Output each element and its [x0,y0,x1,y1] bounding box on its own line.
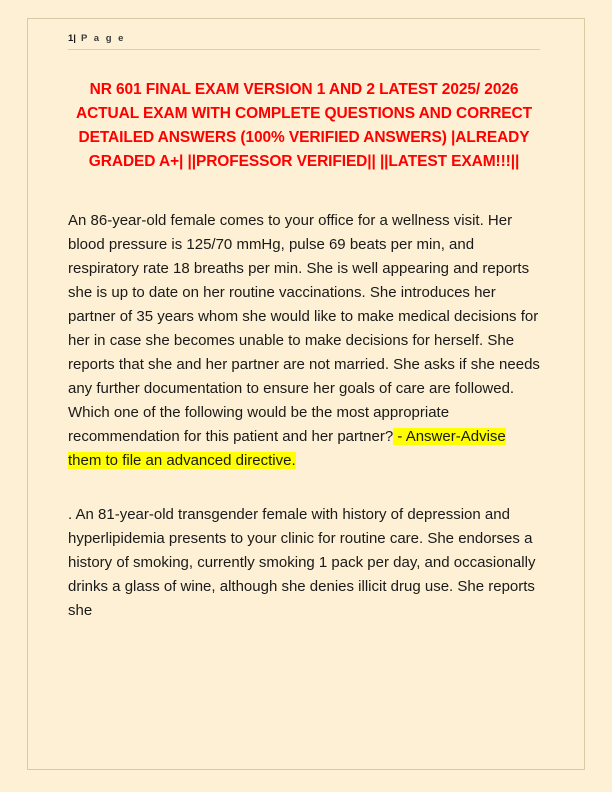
question-1-stem: An 86-year-old female comes to your office for a wellness visit. Her blood pressure is 125/70 mmHg, pulse 69 beats per min, and respiratory rate 18 breaths per min. She is well appearing and reports she is up to date on her routine vaccinations. She introduces her partner of 35 years whom she would like to make medical decisions for her in case she becomes unable to make decisions for herself. She reports that she and her partner are not married. She asks if she needs any further documentation to ensure her goals of care are followed. Which one of the following would be the most appropriate recommendation for this patient and her partner? [68,212,540,445]
header-page-word: P a g e [81,33,126,44]
question-2-stem: . An 81-year-old transgender female with history of depression and hyperlipidemia presents to your clinic for routine care. She endorses a history of smoking, currently smoking 1 pack per day, and occasionally drinks a glass of wine, although she denies illicit drug use. She reports she [68,506,536,619]
header-separator: | [73,33,78,44]
question-1 [68,209,540,473]
page-header [68,33,540,50]
header-page-number: 1 [68,33,74,44]
question-2 [68,503,540,623]
document-title: NR 601 FINAL EXAM VERSION 1 AND 2 LATEST 2025/ 2026 ACTUAL EXAM WITH COMPLETE QUESTIONS AND CORRECT DETAILED ANSWERS (100% VERIFIED ANSWERS) |ALREADY GRADED A+| ||PROFESSOR VERIFIED|| ||LATEST EXAM!!!|| [76,81,532,170]
question-1-answer: - Answer-Advise them to file an advanced directive. [68,428,506,469]
page-content [68,33,540,623]
